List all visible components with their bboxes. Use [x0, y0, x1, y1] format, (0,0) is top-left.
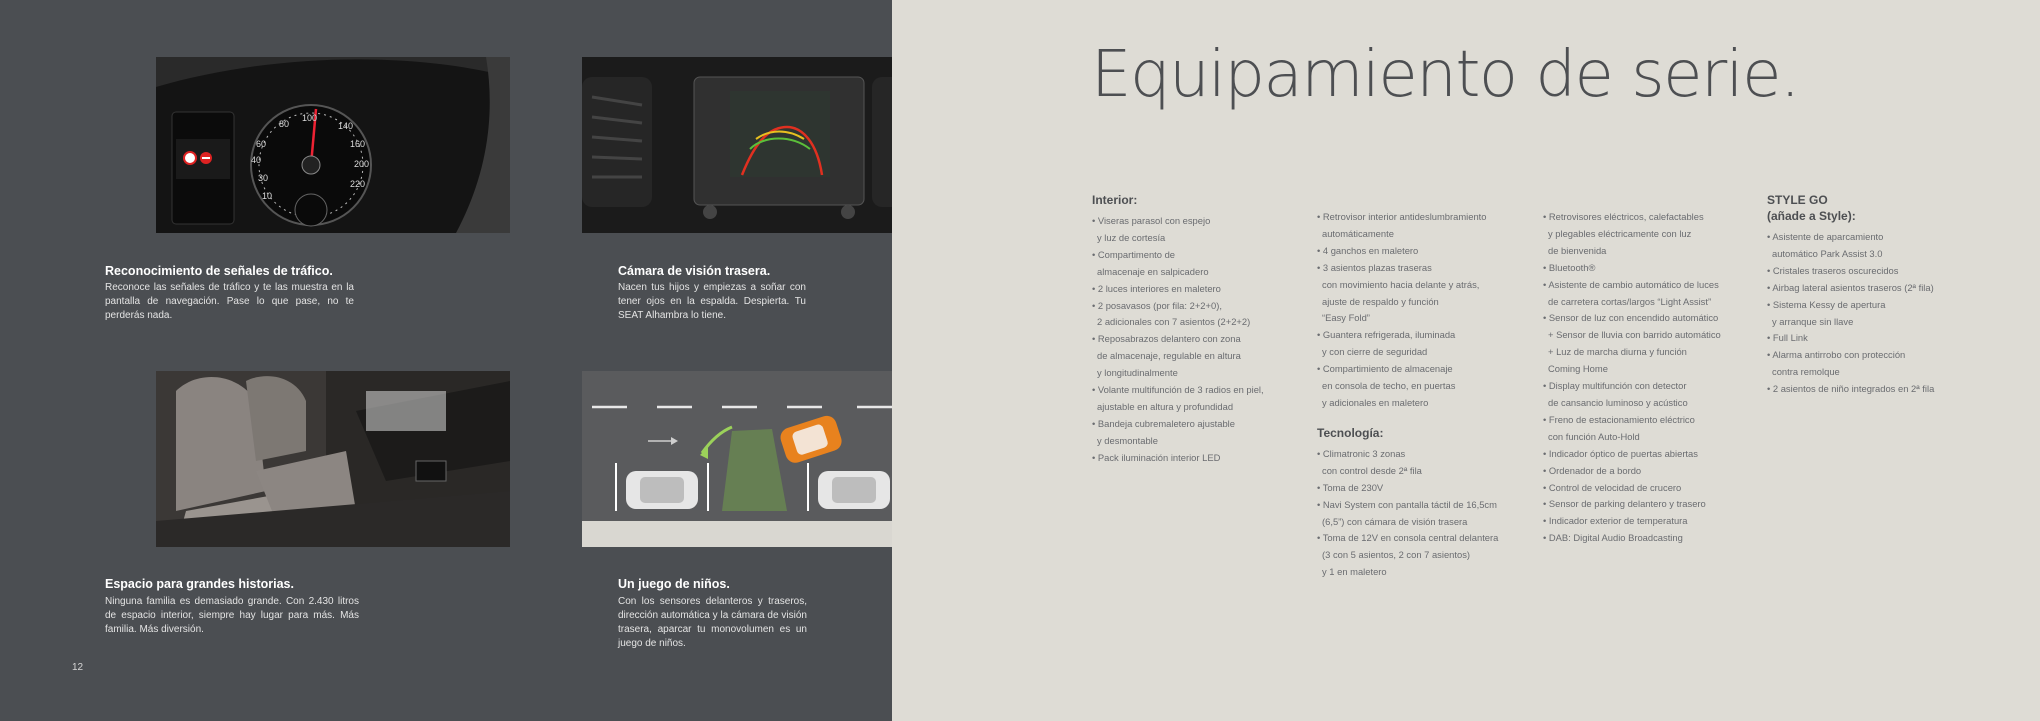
equipment-list [1317, 209, 1537, 412]
list-item: • Compartimento de almacenaje en salpicadero [1092, 247, 1312, 281]
cabin-seats-photo [156, 371, 510, 547]
list-item: • 2 posavasos (por fila: 2+2+0), 2 adicionales con 7 asientos (2+2+2) [1092, 298, 1312, 332]
equipment-list [1317, 446, 1537, 581]
section-heading: Interior: [1092, 193, 1138, 207]
list-item: • Guantera refrigerada, iluminada y con cierre de seguridad [1317, 327, 1537, 361]
list-item: • Bandeja cubremaletero ajustable y desmontable [1092, 416, 1312, 450]
parking-illustration [582, 371, 936, 547]
list-item: • Bluetooth® [1543, 260, 1763, 277]
feature-text: Reconoce las señales de tráfico y te las muestra en la pantalla de navegación. Pase lo que pase, no te perderás nada. [105, 282, 354, 321]
feature-text: Con los sensores delanteros y traseros, dirección automática y la cámara de visión trasera, aparcar tu monovolumen es un juego de niños. [618, 596, 807, 649]
list-item: • Alarma antirrobo con protección contra remolque [1767, 347, 2007, 381]
list-item: • Asistente de aparcamiento automático Park Assist 3.0 [1767, 229, 2007, 263]
feature-title: Espacio para grandes historias. [105, 577, 294, 591]
section-heading: STYLE GO (añade a Style): [1767, 193, 1856, 223]
svg-text:80: 80 [279, 119, 290, 129]
feature-text: Ninguna familia es demasiado grande. Con 2.430 litros de espacio interior, siempre hay lugar para más. Más familia. Más diversión. [105, 596, 359, 635]
list-item: • Display multifunción con detector de cansancio luminoso y acústico [1543, 378, 1763, 412]
equipment-column-interior [1092, 192, 1312, 467]
list-item: • Pack iluminación interior LED [1092, 450, 1312, 467]
list-item: • Sensor de parking delantero y trasero [1543, 496, 1763, 513]
list-item: • Navi System con pantalla táctil de 16,5cm (6,5”) con cámara de visión trasera [1317, 497, 1537, 531]
list-item: • Control de velocidad de crucero [1543, 480, 1763, 497]
list-item: • Toma de 12V en consola central delantera (3 con 5 asientos, 2 con 7 asientos) y 1 en maletero [1317, 530, 1537, 581]
page-number: 12 [72, 662, 84, 673]
feature-title: Cámara de visión trasera. [618, 264, 771, 278]
svg-text:40: 40 [251, 155, 262, 165]
equipment-list [1543, 209, 1763, 547]
equipment-list [1767, 229, 2007, 398]
list-item: • 3 asientos plazas traseras con movimiento hacia delante y atrás, ajuste de respaldo y función “Easy Fold” [1317, 260, 1537, 328]
list-item: • 2 asientos de niño integrados en 2ª fila [1767, 381, 2007, 398]
list-item: • Airbag lateral asientos traseros (2ª fila) [1767, 280, 2007, 297]
list-item: • Reposabrazos delantero con zona de almacenaje, regulable en altura y longitudinalmente [1092, 331, 1312, 382]
list-item: • Sistema Kessy de apertura y arranque sin llave [1767, 297, 2007, 331]
list-item: • Compartimiento de almacenaje en consola de techo, en puertas y adicionales en maletero [1317, 361, 1537, 412]
feature-title: Reconocimiento de señales de tráfico. [105, 264, 333, 278]
list-item: • Indicador exterior de temperatura [1543, 513, 1763, 530]
list-item: • Toma de 230V [1317, 480, 1537, 497]
list-item: • Asistente de cambio automático de luces de carretera cortas/largos “Light Assist” [1543, 277, 1763, 311]
svg-text:160: 160 [350, 139, 366, 149]
list-item: • Volante multifunción de 3 radios en piel, ajustable en altura y profundidad [1092, 382, 1312, 416]
feature-text: Nacen tus hijos y empiezas a soñar con tener ojos en la espalda. Despierta. Tu SEAT Alhambra lo tiene. [618, 282, 806, 321]
left-page [0, 0, 892, 721]
rear-camera-screen-photo [582, 57, 936, 233]
list-item: • DAB: Digital Audio Broadcasting [1543, 530, 1763, 547]
list-item: • Cristales traseros oscurecidos [1767, 263, 2007, 280]
list-item: • Ordenador de a bordo [1543, 463, 1763, 480]
list-item: • 2 luces interiores en maletero [1092, 281, 1312, 298]
list-item: • Retrovisor interior antideslumbramiento automáticamente [1317, 209, 1537, 243]
list-item: • Freno de estacionamiento eléctrico con función Auto-Hold [1543, 412, 1763, 446]
list-item: • Viseras parasol con espejo y luz de cortesía [1092, 213, 1312, 247]
svg-text:220: 220 [350, 179, 366, 189]
svg-text:140: 140 [338, 121, 354, 131]
svg-text:60: 60 [256, 139, 267, 149]
instrument-cluster-photo [156, 57, 510, 233]
svg-text:100: 100 [302, 113, 318, 123]
page-title: Equipamiento de serie. [1091, 38, 1799, 112]
list-item: • 4 ganchos en maletero [1317, 243, 1537, 260]
list-item: • Climatronic 3 zonas con control desde 2ª fila [1317, 446, 1537, 480]
svg-text:30: 30 [258, 173, 269, 183]
list-item: • Full Link [1767, 330, 2007, 347]
equipment-column-interior-tech [1317, 209, 1537, 581]
list-item: • Indicador óptico de puertas abiertas [1543, 446, 1763, 463]
list-item: • Sensor de luz con encendido automático + Sensor de lluvia con barrido automático + Luz de marcha diurna y función Coming Home [1543, 310, 1763, 378]
equipment-list [1092, 213, 1312, 467]
list-item: • Retrovisores eléctricos, calefactables y plegables eléctricamente con luz de bienvenida [1543, 209, 1763, 260]
equipment-column-style-go [1767, 192, 2007, 398]
section-heading: Tecnología: [1317, 425, 1384, 440]
svg-text:200: 200 [354, 159, 370, 169]
equipment-column-exterior [1543, 209, 1763, 547]
feature-title: Un juego de niños. [618, 577, 730, 591]
svg-text:10: 10 [262, 191, 273, 201]
